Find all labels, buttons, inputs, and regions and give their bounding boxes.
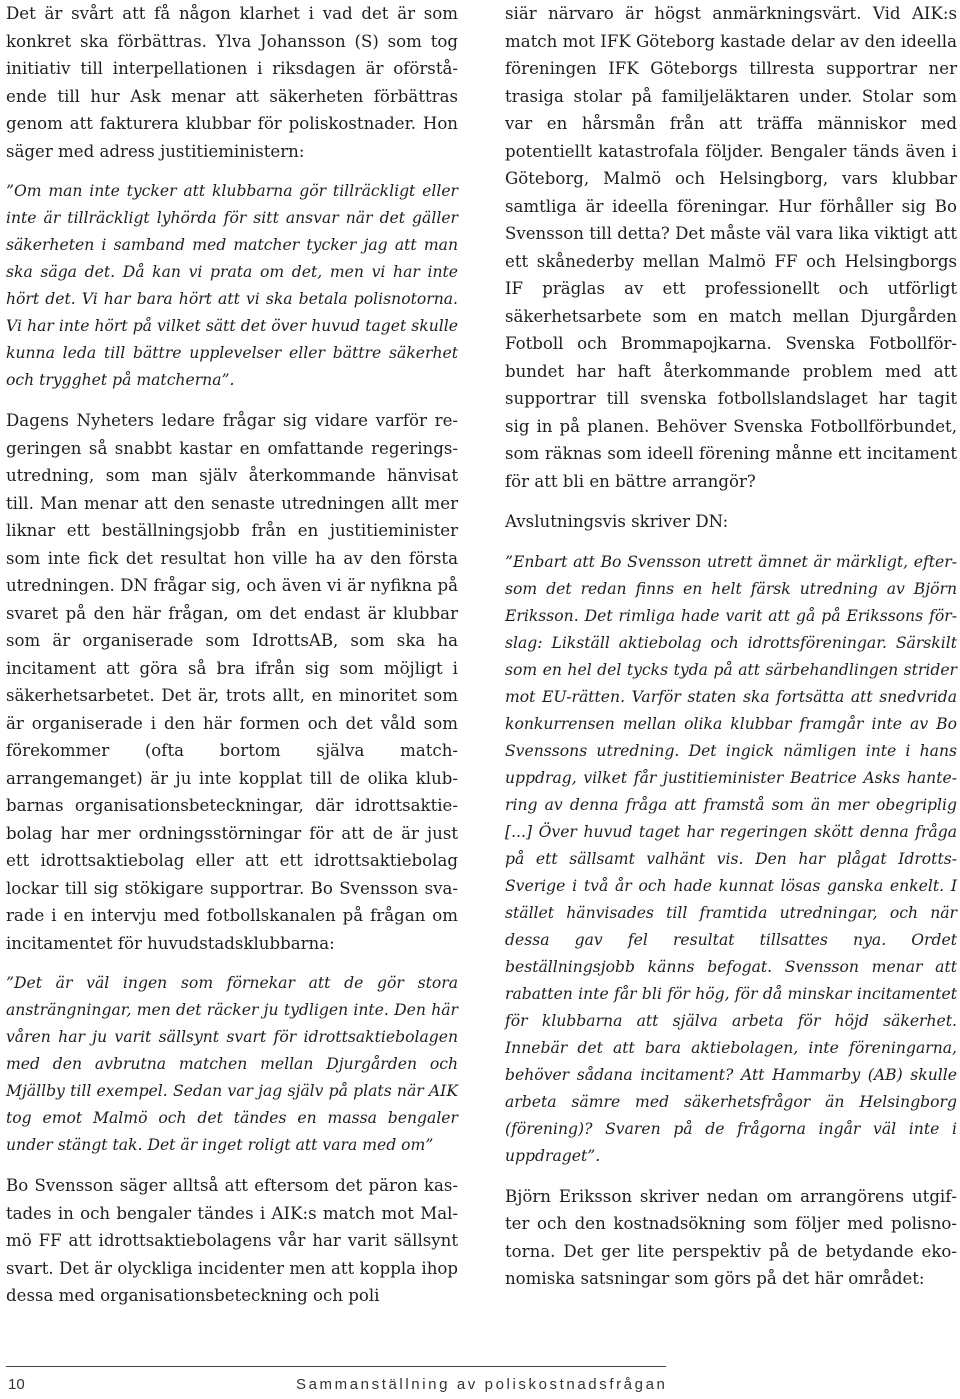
paragraph: Dagens Nyheters ledare frågar sig vidare varför regeringen så snabbt kastar en omfattande regeringsutredning, som man själv återkommande hänvisat till. Man menar att den senaste utredningen allt mer liknar ett beställningsjobb från en justitieminister som inte fick det resultat hon ville ha av den första utredningen. DN frågar sig, och även vi är nyfikna på svaret på den här frågan, om det endast är klubbar som är organiserade som IdrottsAB, som ska ha incitament att göra så bra ifrån sig som möjligt i säkerhetsarbetet. Det är, trots allt, en minoritet som är organiserade i den här formen och det våld som förekommer (ofta bortom själva matcharrangemanget) är ju inte kopplat till de olika klubbarnas organisationsbeteckningar, där idrottsaktiebolag har mer ordningsstörningar för att de är just ett idrottsaktiebolag eller att ett idrottsaktiebolag lockar till sig stökigare supportrar. Bo Svensson svarade i en intervju med fotbollskanalen på frågan om incitamentet för huvudstadsklubbarna:	[6, 411, 458, 953]
left-column	[6, 0, 458, 1310]
footer-divider	[6, 1366, 666, 1367]
quote-bo-svensson: ”Det är väl ingen som förnekar att de gör stora ansträngningar, men det räcker ju tydligen inte. Den här våren har ju varit sällsynt svart för idrottsaktiebolagen med den avbrutna matchen mellan Djurgården och Mjällby till exempel. Sedan var jag själv på plats när AIK tog emot Malmö och det tändes en massa bengaler under stängt tak. Det är inget roligt att vara med om”	[6, 974, 458, 1154]
paragraph: Det är svårt att få någon klarhet i vad det är som konkret ska förbättras. Ylva Johansson (S) som tog initiativ till interpellationen i riksdagen är oförstående till hur Ask menar att säkerheten förbättras genom att fakturera klubbar för poliskostnader. Hon säger med adress justitieministern:	[6, 4, 458, 161]
paragraph: Bo Svensson säger alltså att eftersom det päron kastades in och bengaler tändes i AIK:s match mot Malmö FF att idrottsaktiebolagens vår har varit sällsynt svart. Det är olyckliga incidenter men att koppla ihop dessa med organisationsbeteckning och poli	[6, 1176, 458, 1305]
paragraph: Björn Eriksson skriver nedan om arrangörens utgifter och den kostnadsökning som följer med polisnotorna. Det ger lite perspektiv på de betydande ekonomiska satsningar som görs på det här området:	[505, 1186, 957, 1288]
quote-ylva-johansson: ”Om man inte tycker att klubbarna gör tillräckligt eller inte är tillräckligt lyhörda för sitt ansvar när det gäller säkerheten i samband med matcher tycker jag att man ska säga det. Då kan vi prata om det, men vi har inte hört det. Vi har bara hört att vi ska betala polisnotorna. Vi har inte hört på vilket sätt det över huvud taget skulle kunna leda till bättre upplevelser eller bättre säkerhet och trygghet på matcherna”.	[6, 182, 458, 389]
paragraph: siär närvaro är högst anmärkningsvärt. Vid AIK:s match mot IFK Göteborg kastade delar av den ideella föreningen IFK Göteborgs tillresta supportrar ner trasiga stolar på familjeläktaren under. Stolar som var en hårsmån från att träffa människor med potentiellt katastrofala följder. Bengaler tänds även i Göteborg, Malmö och Helsingborg, vars klubbar samtliga är ideella föreningar. Hur förhåller sig Bo Svensson till detta? Det måste väl vara lika viktigt att ett skånederby mellan Malmö FF och Helsingborgs IF präglas av ett professionellt och utförligt säkerhetsarbete som en match mellan Djurgården Fotboll och Brommapojkarna. Svenska Fotbollförbundet har haft återkommande problem med att supportrar till svenska fotbollslandslaget har tagit sig in på planen. Behöver Svenska Fotbollförbundet, som räknas som ideell förening månne ett incitament för att bli en bättre arrangör?	[505, 4, 957, 491]
quote-dn: ”Enbart att Bo Svensson utrett ämnet är märkligt, eftersom det redan finns en helt färsk utredning av Björn Eriksson. Det rimliga hade varit att gå på Erikssons förslag: Likställ aktiebolag och idrottsföreningar. Särskilt som en hel del tycks tyda på att särbehandlingen strider mot EU-rätten. Varför staten ska fortsätta att snedvrida konkurrensen mellan olika klubbar framgår inte av Bo Svenssons utredning. Det ingick nämligen inte i hans uppdrag, vilket får justitieminister Beatrice Asks hantering av denna fråga att framstå som än mer obegriplig [...] Över huvud taget har regeringen skött denna fråga på ett sällsamt valhänt vis. Den har plågat Idrotts-Sverige i två år och hade kunnat lösas ganska enkelt. I stället hänvisades till framtida utredningar, och när dessa gav fel resultat tillsattes nya. Ordet beställningsjobb känns befogat. Svensson menar att rabatten inte får bli för hög, för då minskar incitamentet för klubbarna att själva arbeta för höjd säkerhet. Innebär det att bara aktiebolagen, inte föreningarna, behöver sådana incitament? Att Hammarby (AB) skulle arbeta sämre med säkerhetsfrågor än Helsingborg (förening)? Svaren på de frågorna ingår väl inte i uppdraget”.	[505, 552, 957, 1165]
page-number: 10	[8, 1376, 25, 1393]
right-column	[505, 0, 957, 1293]
document-title: Sammanställning av poliskostnadsfrågan	[296, 1376, 668, 1393]
page-footer	[0, 1358, 960, 1399]
paragraph: Avslutningsvis skriver DN:	[505, 512, 729, 531]
